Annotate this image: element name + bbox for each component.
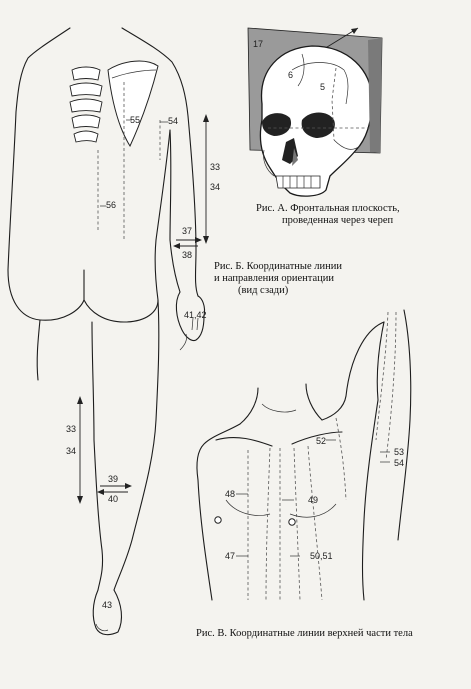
label-17: 17	[253, 39, 264, 49]
caption-figure-b	[214, 261, 342, 297]
caption-a-line-1: Рис. А. Фронтальная плоскость,	[256, 203, 400, 214]
label-33-lower: 33	[66, 424, 77, 434]
left-leg-outer	[37, 320, 40, 380]
caption-a-line-2: проведенная через череп	[282, 215, 394, 226]
label-5: 5	[320, 82, 326, 92]
left-side-chest	[198, 480, 212, 600]
right-side-chest	[363, 400, 379, 600]
right-leg-inner	[92, 322, 103, 590]
caption-figure-c: Рис. В. Координатные линии верхней части тела	[196, 628, 413, 639]
label-48: 48	[225, 489, 236, 499]
caption-b-line-3: (вид сзади)	[238, 285, 289, 296]
caption-b-line-1: Рис. Б. Координатные линии	[214, 261, 342, 272]
buttocks-contour	[8, 270, 84, 320]
figure-b-body-back	[8, 28, 209, 635]
label-49: 49	[308, 495, 319, 505]
label-34-lower: 34	[66, 446, 77, 456]
raised-arm-outer	[398, 310, 411, 540]
teeth	[276, 176, 320, 188]
label-55: 55	[130, 115, 141, 125]
raised-arm-inner	[377, 322, 384, 400]
right-shoulder-arm	[322, 322, 384, 420]
label-50-51: 50,51	[310, 551, 333, 561]
line-52	[336, 418, 346, 500]
label-37: 37	[182, 226, 193, 236]
label-39: 39	[108, 474, 119, 484]
right-torso-contour	[155, 130, 170, 300]
neck-left	[240, 388, 258, 424]
label-54: 54	[168, 116, 179, 126]
label-33: 33	[210, 162, 221, 172]
left-shoulder	[197, 424, 240, 480]
caption-figure-a	[256, 203, 400, 227]
plane-arrow-head	[351, 28, 358, 34]
label-47: 47	[225, 551, 236, 561]
spine-vertebrae	[70, 67, 102, 142]
caption-b-line-2: и направления ориентации	[214, 273, 334, 284]
line-50-51	[266, 448, 270, 600]
nipple-right	[289, 519, 295, 525]
neck-right	[306, 384, 322, 420]
label-56: 56	[106, 200, 117, 210]
label-43: 43	[102, 600, 113, 610]
right-leg-outer	[114, 300, 159, 590]
figure-a-skull	[248, 28, 382, 196]
label-6: 6	[288, 70, 294, 80]
right-arm-inner	[170, 130, 180, 292]
label-34: 34	[210, 182, 221, 192]
label-52: 52	[316, 436, 327, 446]
label-53: 53	[394, 447, 405, 457]
label-38: 38	[182, 250, 193, 260]
right-foot	[93, 590, 121, 635]
label-40: 40	[108, 494, 119, 504]
right-arm-outer	[188, 116, 198, 296]
left-torso-contour	[8, 112, 16, 270]
nipple-left	[215, 517, 221, 523]
label-54-chest: 54	[394, 458, 405, 468]
scapula	[108, 61, 158, 146]
line-54-chest	[386, 312, 396, 460]
left-shoulder-contour	[16, 28, 70, 112]
clavicle-left	[216, 438, 272, 446]
label-41-42: 41,42	[184, 310, 207, 320]
